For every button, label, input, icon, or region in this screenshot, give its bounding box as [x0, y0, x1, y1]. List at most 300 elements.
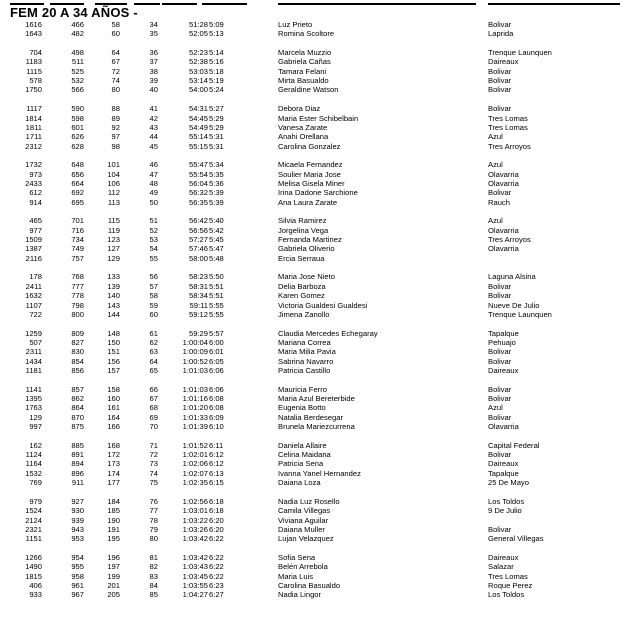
runner-city: Bolivar: [488, 104, 512, 114]
runner-name: Eugenia Botto: [278, 403, 326, 413]
gender-position: 156: [107, 356, 120, 366]
finish-time: 51:28: [188, 20, 208, 29]
bib-number: 1532: [25, 468, 42, 478]
runner-city: Trenque Launquen: [488, 48, 552, 58]
category-position: 58: [149, 291, 158, 301]
overall-position: 692: [71, 188, 84, 198]
runner-name: Maria Luis: [278, 571, 314, 581]
pace: 5:39: [209, 188, 224, 198]
overall-position: 939: [71, 515, 84, 525]
runner-name: Ivanna Yanel Hernandez: [278, 468, 361, 478]
table-row: [0, 478, 634, 487]
table-row: [0, 581, 634, 590]
runner-city: Olavarria: [488, 225, 519, 235]
runner-name: Mirta Basualdo: [278, 76, 329, 86]
runner-name: Debora Diaz: [278, 104, 321, 114]
bib-number: 1141: [25, 384, 42, 394]
runner-name: Daniela Allaire: [278, 440, 327, 450]
overall-position: 749: [71, 244, 84, 254]
pace: 6:10: [209, 422, 224, 432]
runner-city: Bolivar: [488, 76, 512, 86]
finish-time: 1:01:33: [182, 412, 208, 422]
pace: 6:08: [209, 394, 224, 403]
bib-number: 1183: [25, 57, 42, 67]
pace: 5:18: [209, 66, 224, 76]
runner-city: Olavarria: [488, 178, 519, 188]
runner-city: Roque Perez: [488, 581, 533, 590]
finish-time: 1:00:04: [182, 337, 208, 347]
category-position: 38: [149, 66, 158, 76]
bib-number: 178: [29, 272, 42, 282]
category-position: 57: [149, 281, 158, 291]
finish-time: 1:03:01: [182, 506, 208, 516]
category-position: 47: [149, 169, 158, 179]
table-row: [0, 516, 634, 525]
finish-time: 1:01:39: [182, 422, 208, 432]
finish-time: 59:11: [189, 300, 208, 310]
pace: 5:31: [209, 141, 224, 151]
pace: 5:09: [209, 20, 224, 29]
gender-position: 201: [107, 581, 120, 590]
gender-position: 80: [111, 85, 120, 95]
overall-position: 482: [71, 29, 84, 39]
pace: 5:35: [209, 169, 224, 179]
table-row: [0, 422, 634, 431]
runner-name: Irina Dadone Sarchione: [278, 188, 358, 198]
runner-name: Daiana Muller: [278, 524, 325, 534]
runner-name: Victoria Gualdesi Gualdesi: [278, 300, 368, 310]
table-row: [0, 450, 634, 459]
overall-position: 648: [71, 160, 84, 170]
table-row: [0, 497, 634, 506]
overall-position: 626: [71, 132, 84, 142]
column-rule: [488, 3, 620, 5]
category-position: 83: [149, 571, 158, 581]
finish-time: 55:15: [188, 141, 208, 151]
table-row: [0, 235, 634, 244]
category-position: 62: [149, 337, 158, 347]
overall-position: 525: [71, 66, 84, 76]
finish-time: 56:56: [188, 225, 208, 235]
runner-city: Pehuajo: [488, 337, 516, 347]
finish-time: 54:49: [188, 122, 208, 132]
category-position: 75: [149, 478, 158, 488]
table-row: [0, 459, 634, 468]
gender-position: 127: [107, 244, 120, 254]
table-row: [0, 525, 634, 534]
table-row: [0, 301, 634, 310]
bib-number: 129: [29, 412, 42, 422]
pace: 5:45: [209, 235, 224, 245]
finish-time: 1:02:35: [182, 478, 208, 488]
table-row: [0, 590, 634, 599]
pace: 6:22: [209, 571, 224, 581]
runner-city: Azul: [488, 132, 503, 142]
table-row: [0, 338, 634, 347]
table-row: [0, 29, 634, 38]
category-position: 76: [149, 496, 158, 506]
overall-position: 896: [71, 468, 84, 478]
runner-city: General Villegas: [488, 534, 544, 544]
overall-position: 566: [71, 85, 84, 95]
runner-city: Azul: [488, 160, 503, 170]
overall-position: 511: [71, 57, 84, 67]
category-position: 44: [149, 132, 158, 142]
gender-position: 58: [111, 20, 120, 29]
table-row: [0, 160, 634, 169]
table-row: [0, 441, 634, 450]
runner-city: Tres Lomas: [488, 122, 528, 132]
table-row: [0, 123, 634, 132]
pace: 6:06: [209, 365, 224, 375]
category-position: 48: [149, 178, 158, 188]
gender-position: 151: [107, 347, 120, 357]
pace: 5:48: [209, 253, 224, 263]
bib-number: 162: [29, 440, 42, 450]
runner-name: Nadia Luz Rosello: [278, 496, 340, 506]
category-position: 49: [149, 188, 158, 198]
overall-position: 864: [71, 403, 84, 413]
gender-position: 195: [107, 534, 120, 544]
pace: 5:29: [209, 122, 224, 132]
pace: 6:12: [209, 459, 224, 469]
runner-name: Natalia Berdesegar: [278, 412, 344, 422]
runner-city: Olavarria: [488, 422, 519, 432]
overall-position: 800: [71, 309, 84, 319]
table-row: [0, 506, 634, 515]
finish-time: 1:03:45: [182, 571, 208, 581]
bib-number: 769: [29, 478, 42, 488]
gender-position: 139: [107, 281, 120, 291]
runner-name: Jorgelina Vega: [278, 225, 329, 235]
runner-name: Mauricia Ferro: [278, 384, 327, 394]
runner-city: Bolivar: [488, 524, 512, 534]
overall-position: 498: [71, 48, 84, 58]
table-row: [0, 357, 634, 366]
table-row: [0, 67, 634, 76]
finish-time: 1:00:52: [182, 356, 208, 366]
finish-time: 56:04: [188, 178, 208, 188]
pace: 5:50: [209, 272, 224, 282]
runner-city: Tapalque: [488, 328, 519, 338]
pace: 6:18: [209, 496, 224, 506]
pace: 5:34: [209, 160, 224, 170]
runner-city: Capital Federal: [488, 440, 540, 450]
category-position: 59: [149, 300, 158, 310]
runner-name: Romina Scoltore: [278, 29, 335, 39]
runner-name: Vanesa Zarate: [278, 122, 328, 132]
category-position: 80: [149, 534, 158, 544]
table-row: [0, 254, 634, 263]
overall-position: 927: [71, 496, 84, 506]
runner-city: Tres Lomas: [488, 113, 528, 123]
pace: 6:27: [209, 590, 224, 600]
pace: 6:13: [209, 468, 224, 478]
gender-position: 92: [111, 122, 120, 132]
finish-time: 1:01:16: [182, 394, 208, 403]
finish-time: 1:04:27: [182, 590, 208, 600]
overall-position: 466: [71, 20, 84, 29]
finish-time: 57:46: [188, 244, 208, 254]
gender-position: 196: [107, 552, 120, 562]
finish-time: 57:27: [188, 235, 208, 245]
table-row: [0, 347, 634, 356]
finish-time: 1:02:01: [182, 450, 208, 460]
table-row: [0, 403, 634, 412]
overall-position: 875: [71, 422, 84, 432]
runner-name: Brunela Mariezcurrena: [278, 422, 355, 432]
overall-position: 664: [71, 178, 84, 188]
bib-number: 1387: [25, 244, 42, 254]
table-row: [0, 553, 634, 562]
table-row: [0, 20, 634, 29]
table-row: [0, 76, 634, 85]
pace: 5:19: [209, 76, 224, 86]
finish-time: 1:03:55: [182, 581, 208, 590]
runner-name: Karen Gomez: [278, 291, 325, 301]
overall-position: 857: [71, 384, 84, 394]
overall-position: 830: [71, 347, 84, 357]
bib-number: 914: [29, 197, 42, 207]
pace: 6:20: [209, 524, 224, 534]
column-rule: [50, 3, 84, 5]
runner-city: 25 De Mayo: [488, 478, 529, 488]
overall-position: 734: [71, 235, 84, 245]
runner-city: Trenque Launquen: [488, 309, 552, 319]
gender-position: 164: [107, 412, 120, 422]
table-row: [0, 170, 634, 179]
category-position: 50: [149, 197, 158, 207]
runner-name: Daiana Loza: [278, 478, 321, 488]
bib-number: 977: [29, 225, 42, 235]
runner-name: Sofia Sena: [278, 552, 316, 562]
runner-name: Viviana Aguilar: [278, 515, 329, 525]
gender-position: 143: [107, 300, 120, 310]
table-row: [0, 385, 634, 394]
pace: 5:55: [209, 309, 224, 319]
table-row: [0, 85, 634, 94]
bib-number: 1490: [25, 562, 42, 572]
gender-position: 150: [107, 337, 120, 347]
runner-name: Maria Azul Bereterbide: [278, 394, 355, 403]
overall-position: 601: [71, 122, 84, 132]
bib-number: 406: [29, 581, 42, 590]
runner-name: Mariana Correa: [278, 337, 331, 347]
bib-number: 2321: [25, 524, 42, 534]
pace: 6:22: [209, 534, 224, 544]
overall-position: 777: [71, 281, 84, 291]
overall-position: 870: [71, 412, 84, 422]
category-position: 60: [149, 309, 158, 319]
pace: 5:51: [209, 281, 224, 291]
gender-position: 144: [107, 309, 120, 319]
runner-name: Ercia Serraua: [278, 253, 325, 263]
runner-city: Bolivar: [488, 281, 512, 291]
table-row: [0, 534, 634, 543]
gender-position: 177: [107, 478, 120, 488]
finish-time: 1:03:43: [182, 562, 208, 572]
category-position: 81: [149, 552, 158, 562]
runner-city: Bolivar: [488, 412, 512, 422]
finish-time: 55:47: [188, 160, 208, 170]
pace: 5:39: [209, 197, 224, 207]
finish-time: 53:14: [188, 76, 208, 86]
overall-position: 954: [71, 552, 84, 562]
finish-time: 54:31: [188, 104, 208, 114]
finish-time: 1:03:42: [182, 534, 208, 544]
table-row: [0, 57, 634, 66]
runner-city: Rauch: [488, 197, 510, 207]
runner-name: Nadia Lingor: [278, 590, 322, 600]
category-position: 71: [149, 440, 158, 450]
pace: 5:16: [209, 57, 224, 67]
runner-name: Sabrina Navarro: [278, 356, 334, 366]
runner-city: Olavarria: [488, 244, 519, 254]
category-position: 68: [149, 403, 158, 413]
category-position: 52: [149, 225, 158, 235]
category-position: 37: [149, 57, 158, 67]
category-position: 51: [149, 216, 158, 226]
column-rule: [162, 3, 197, 5]
gender-position: 64: [111, 48, 120, 58]
finish-time: 1:03:22: [182, 515, 208, 525]
gender-position: 97: [111, 132, 120, 142]
category-position: 66: [149, 384, 158, 394]
finish-time: 1:03:26: [182, 524, 208, 534]
runner-city: Bolivar: [488, 66, 512, 76]
bib-number: 704: [29, 48, 42, 58]
table-row: [0, 244, 634, 253]
bib-number: 2124: [25, 515, 42, 525]
overall-position: 967: [71, 590, 84, 600]
gender-position: 60: [111, 29, 120, 39]
gender-position: 173: [107, 459, 120, 469]
finish-time: 52:38: [188, 57, 208, 67]
bib-number: 1750: [25, 85, 42, 95]
gender-position: 205: [107, 590, 120, 600]
category-position: 35: [149, 29, 158, 39]
table-row: [0, 282, 634, 291]
runner-name: Patricia Sena: [278, 459, 324, 469]
runner-city: Tres Arroyos: [488, 235, 531, 245]
pace: 5:29: [209, 113, 224, 123]
table-row: [0, 366, 634, 375]
finish-time: 59:29: [188, 328, 208, 338]
bib-number: 979: [29, 496, 42, 506]
finish-time: 56:32: [188, 188, 208, 198]
category-position: 64: [149, 356, 158, 366]
bib-number: 1814: [25, 113, 42, 123]
pace: 6:12: [209, 450, 224, 460]
runner-city: Bolivar: [488, 347, 512, 357]
table-row: [0, 48, 634, 57]
category-position: 41: [149, 104, 158, 114]
gender-position: 133: [107, 272, 120, 282]
runner-city: Bolivar: [488, 85, 512, 95]
bib-number: 578: [29, 76, 42, 86]
table-row: [0, 179, 634, 188]
overall-position: 953: [71, 534, 84, 544]
gender-position: 184: [107, 496, 120, 506]
bib-number: 465: [29, 216, 42, 226]
gender-position: 161: [107, 403, 120, 413]
bib-number: 1115: [26, 66, 42, 76]
runner-name: Luz Prieto: [278, 20, 313, 29]
category-position: 36: [149, 48, 158, 58]
category-position: 63: [149, 347, 158, 357]
overall-position: 778: [71, 291, 84, 301]
bib-number: 1811: [25, 122, 42, 132]
overall-position: 930: [71, 506, 84, 516]
pace: 5:42: [209, 225, 224, 235]
runner-city: Laprida: [488, 29, 514, 39]
overall-position: 628: [71, 141, 84, 151]
bib-number: 2116: [25, 253, 42, 263]
overall-position: 854: [71, 356, 84, 366]
table-row: [0, 132, 634, 141]
overall-position: 701: [71, 216, 84, 226]
gender-position: 112: [107, 188, 120, 198]
pace: 6:06: [209, 384, 224, 394]
runner-name: Soulier Maria Jose: [278, 169, 341, 179]
category-position: 55: [149, 253, 158, 263]
runner-name: Lujan Velazquez: [278, 534, 334, 544]
bib-number: 1643: [25, 29, 42, 39]
bib-number: 1509: [25, 235, 42, 245]
runner-name: Celina Maidana: [278, 450, 331, 460]
gender-position: 72: [111, 66, 120, 76]
runner-name: Maria Milia Pavia: [278, 347, 336, 357]
finish-time: 59:12: [188, 309, 208, 319]
bib-number: 507: [29, 337, 42, 347]
table-row: [0, 226, 634, 235]
gender-position: 98: [111, 141, 120, 151]
table-row: [0, 114, 634, 123]
runner-name: Silvia Ramirez: [278, 216, 327, 226]
pace: 6:15: [209, 478, 224, 488]
table-row: [0, 188, 634, 197]
pace: 5:31: [209, 132, 224, 142]
overall-position: 862: [71, 394, 84, 403]
runner-city: Daireaux: [488, 365, 519, 375]
runner-name: Carolina Gonzalez: [278, 141, 341, 151]
gender-position: 166: [107, 422, 120, 432]
finish-time: 54:00: [188, 85, 208, 95]
finish-time: 52:23: [188, 48, 208, 58]
pace: 6:23: [209, 581, 224, 590]
table-row: [0, 329, 634, 338]
runner-name: Delia Barboza: [278, 281, 326, 291]
runner-name: Patricia Castillo: [278, 365, 331, 375]
overall-position: 757: [71, 253, 84, 263]
bib-number: 1524: [25, 506, 42, 516]
bib-number: 1711: [25, 132, 42, 142]
runner-name: Melisa Gisela Miner: [278, 178, 345, 188]
runner-name: Carolina Basualdo: [278, 581, 341, 590]
gender-position: 157: [107, 365, 120, 375]
finish-time: 1:03:42: [182, 552, 208, 562]
gender-position: 115: [107, 216, 120, 226]
runner-city: Daireaux: [488, 459, 519, 469]
gender-position: 106: [107, 178, 120, 188]
runner-city: Tapalque: [488, 468, 519, 478]
gender-position: 190: [107, 515, 120, 525]
runner-city: Los Toldos: [488, 590, 525, 600]
column-rule: [278, 3, 476, 5]
category-position: 34: [149, 20, 158, 29]
finish-time: 53:03: [188, 66, 208, 76]
pace: 6:05: [209, 356, 224, 366]
